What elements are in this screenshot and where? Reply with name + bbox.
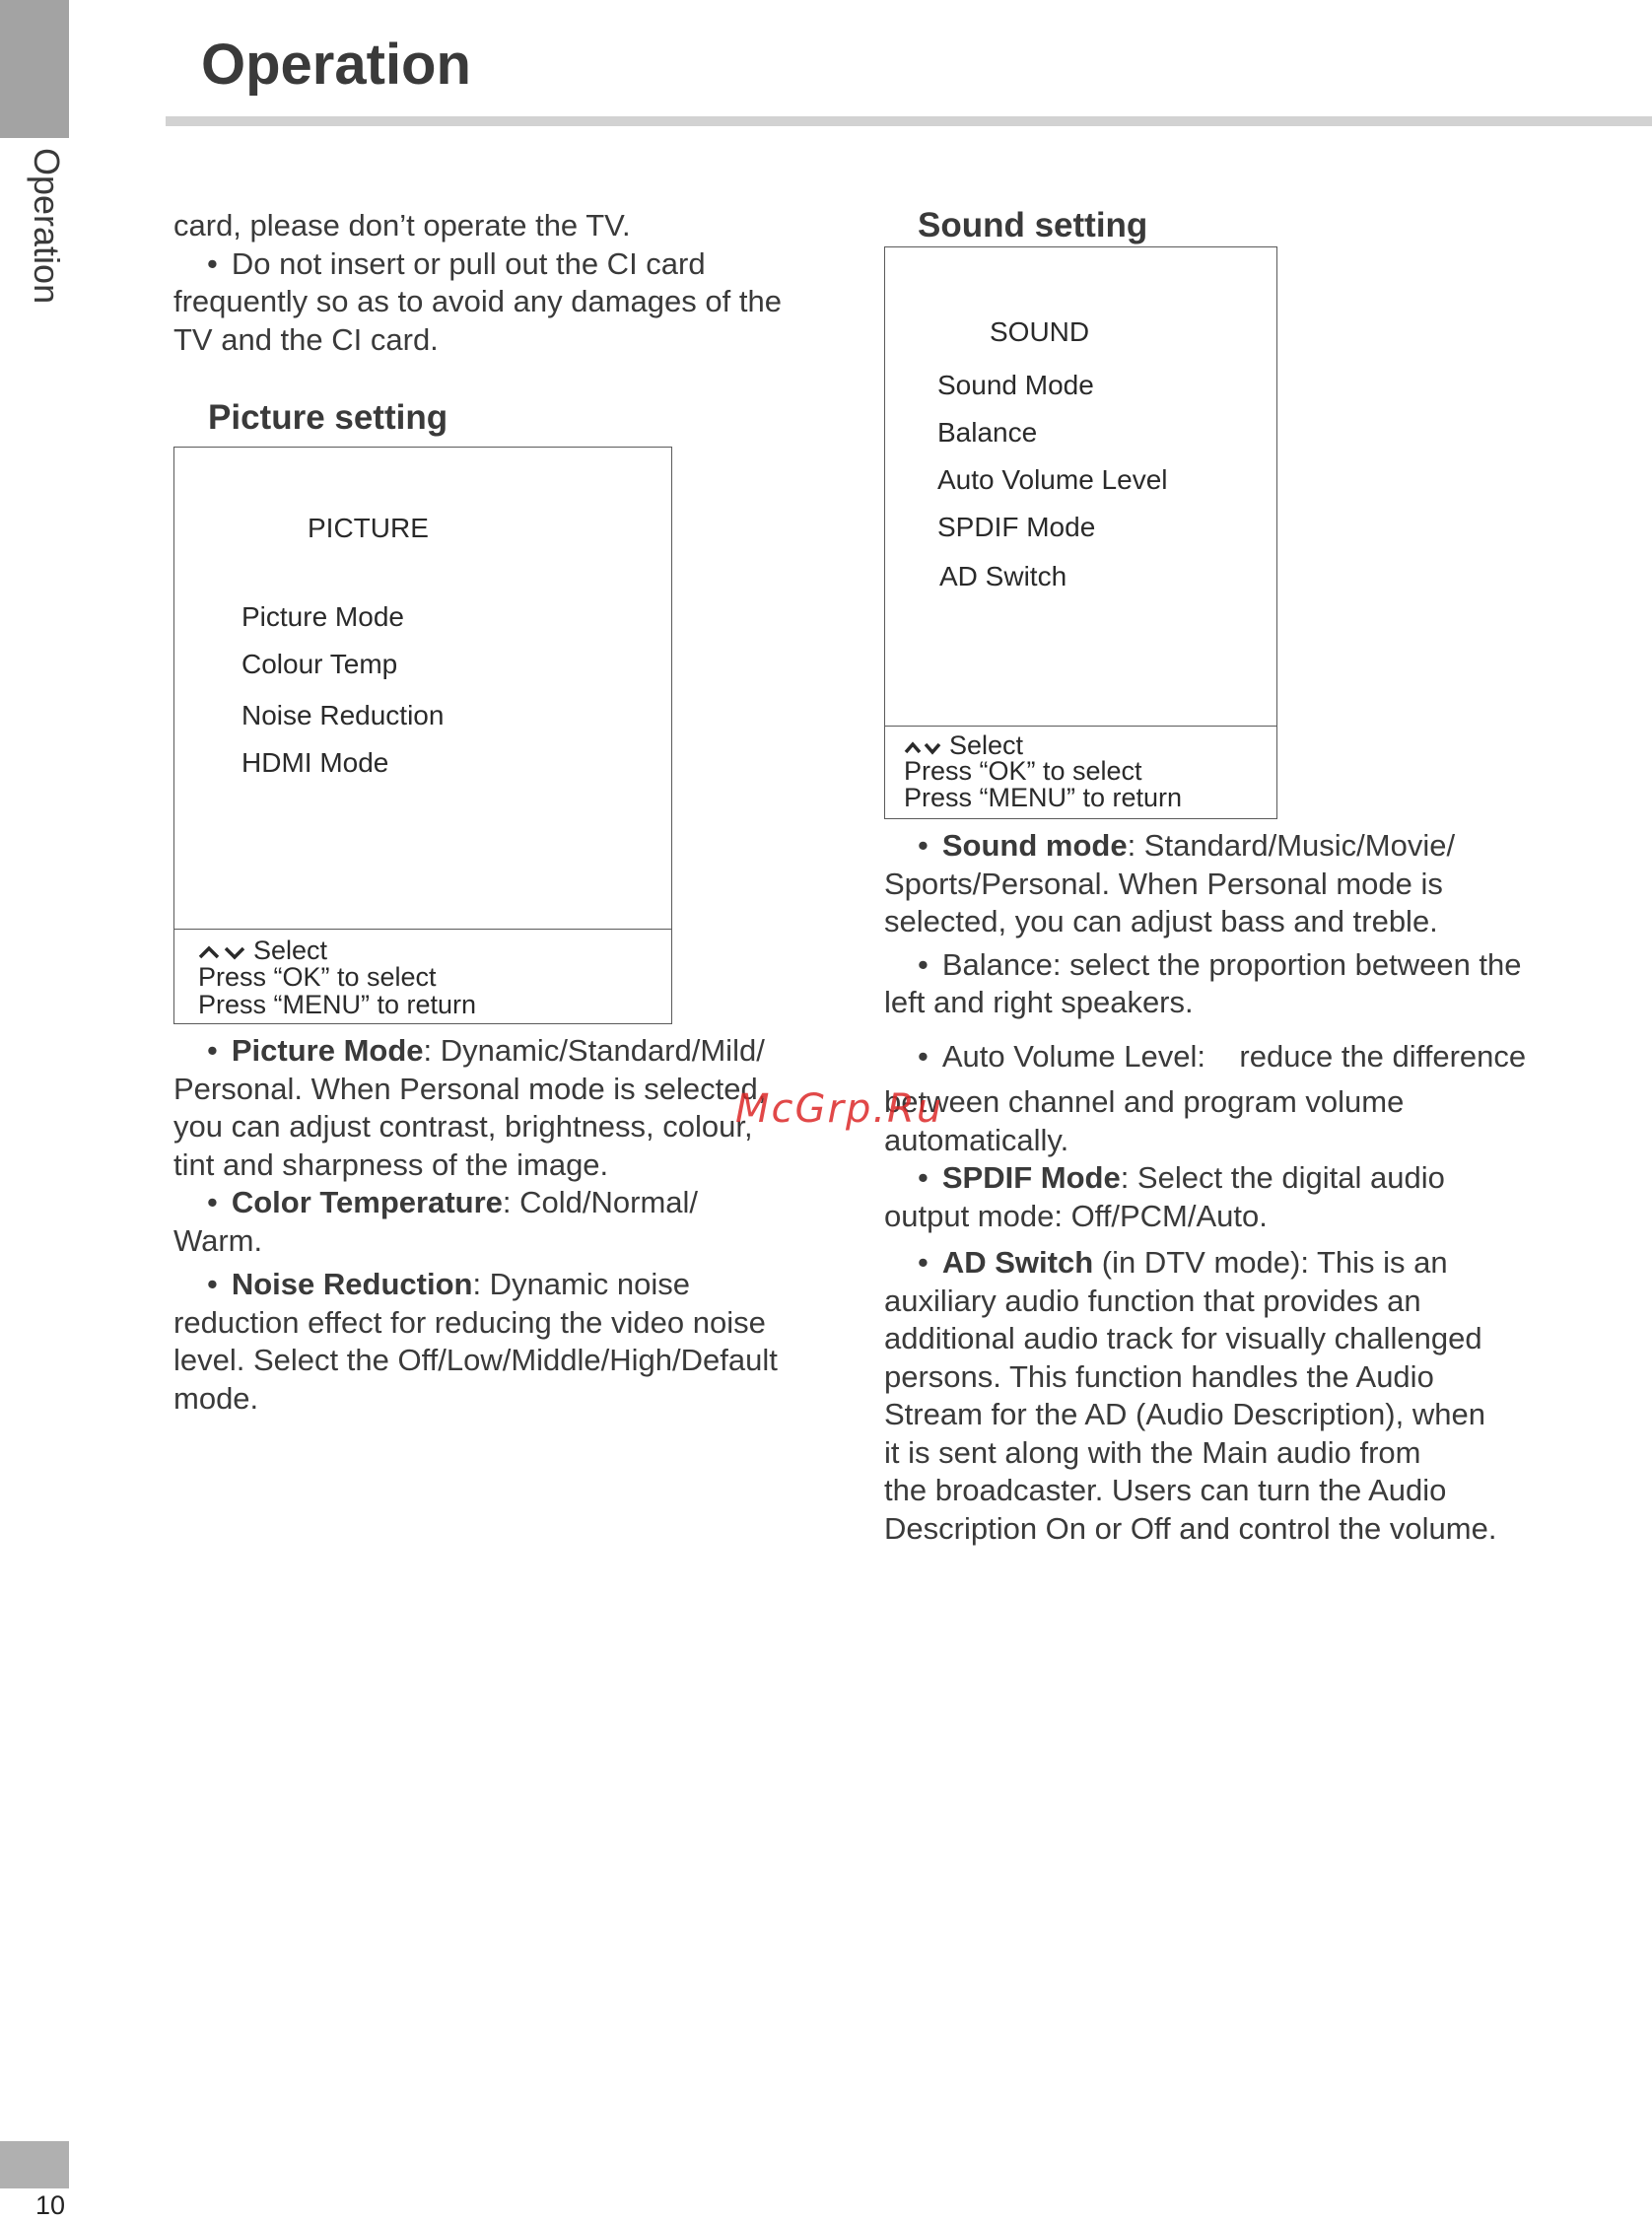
intro-bullet (173, 245, 824, 284)
picture-setting-title: Picture setting (208, 398, 448, 437)
desc-spdif (884, 1159, 1594, 1198)
desc-sound-mode (884, 827, 1594, 866)
menu-hint-select (198, 937, 327, 964)
term: AD Switch (941, 1245, 1094, 1280)
desc-line: it is sent along with the Main audio from (884, 1434, 1421, 1470)
desc-line: : Cold/Normal/ (502, 1185, 699, 1219)
menu-item-colour-temp[interactable]: Colour Temp (241, 649, 398, 679)
desc-line: reduction effect for reducing the video noise (173, 1304, 766, 1340)
desc-line: tint and sharpness of the image. (173, 1146, 609, 1182)
desc-line: Balance: select the proportion between the (941, 946, 1522, 982)
menu-hint-select (904, 732, 1023, 759)
desc-line: : Dynamic/Standard/Mild/ (423, 1033, 765, 1068)
menu-divider (885, 726, 1276, 727)
desc-picture-mode (173, 1032, 824, 1071)
intro-line: card, please don’t operate the TV. (173, 208, 631, 243)
desc-line: : Select the digital audio (1120, 1160, 1445, 1195)
desc-balance (884, 946, 1594, 985)
desc-line: automatically. (884, 1122, 1069, 1157)
desc-line: (in DTV mode): This is an (1093, 1245, 1448, 1280)
menu-item-spdif-mode[interactable]: SPDIF Mode (937, 512, 1096, 542)
picture-menu-title: PICTURE (308, 513, 429, 543)
watermark: McGrp.Ru (735, 1086, 944, 1132)
side-section-label: Operation (27, 148, 67, 305)
desc-line: Stream for the AD (Audio Description), when (884, 1397, 1485, 1431)
term: Sound mode (941, 828, 1128, 863)
menu-item-auto-volume-level[interactable]: Auto Volume Level (937, 464, 1168, 495)
desc-line: between channel and program volume (884, 1084, 1405, 1119)
menu-item-hdmi-mode[interactable]: HDMI Mode (241, 747, 389, 778)
desc-line: the broadcaster. Users can turn the Audio (884, 1473, 1447, 1507)
menu-hint-ok: Press “OK” to select (904, 756, 1142, 786)
picture-descriptions (173, 1032, 824, 1418)
menu-hint-ok: Press “OK” to select (198, 962, 437, 992)
header-rule (166, 116, 1652, 126)
term: Color Temperature (231, 1185, 503, 1219)
hint-select-label: Select (949, 730, 1024, 760)
side-tab (0, 0, 69, 138)
desc-line: you can adjust contrast, brightness, colour, (173, 1109, 753, 1144)
page-number: 10 (35, 2190, 66, 2220)
intro-line: Do not insert or pull out the CI card (231, 245, 706, 281)
up-down-arrows-icon (198, 943, 247, 961)
page-title: Operation (201, 33, 471, 97)
desc-auto-volume (884, 1038, 1594, 1076)
desc-line: additional audio track for visually challenged (884, 1321, 1482, 1355)
term: Picture Mode (231, 1033, 424, 1068)
picture-menu-box (173, 447, 672, 1024)
desc-line: level. Select the Off/Low/Middle/High/Default (173, 1343, 778, 1377)
menu-item-ad-switch[interactable]: AD Switch (939, 561, 1067, 591)
menu-item-picture-mode[interactable]: Picture Mode (241, 601, 404, 632)
desc-line: selected, you can adjust bass and treble. (884, 904, 1438, 938)
page-tab-bottom (0, 2141, 69, 2188)
desc-ad-switch (884, 1244, 1594, 1283)
desc-line: Description On or Off and control the volume. (884, 1510, 1497, 1546)
desc-line: Sports/Personal. When Personal mode is (884, 866, 1443, 901)
desc-line: output mode: Off/PCM/Auto. (884, 1198, 1268, 1233)
desc-color-temp (173, 1184, 824, 1222)
desc-line: Warm. (173, 1222, 263, 1258)
menu-hint-menu: Press “MENU” to return (904, 783, 1183, 812)
desc-line: Auto Volume Level: reduce the difference (941, 1038, 1527, 1074)
menu-hint-menu: Press “MENU” to return (198, 990, 477, 1019)
desc-line: left and right speakers. (884, 985, 1194, 1019)
desc-line: persons. This function handles the Audio (884, 1358, 1434, 1394)
sound-setting-title: Sound setting (918, 206, 1148, 244)
term: Noise Reduction (231, 1267, 473, 1301)
menu-item-sound-mode[interactable]: Sound Mode (937, 370, 1094, 400)
menu-divider (174, 929, 671, 930)
term: SPDIF Mode (941, 1160, 1121, 1195)
desc-line: mode. (173, 1380, 259, 1416)
intro-line: frequently so as to avoid any damages of the (173, 284, 782, 318)
hint-select-label: Select (253, 936, 328, 965)
up-down-arrows-icon (904, 739, 943, 755)
sound-menu-box (884, 246, 1277, 819)
desc-line: auxiliary audio function that provides an (884, 1283, 1421, 1318)
sound-descriptions (884, 827, 1594, 1548)
desc-noise-reduction (173, 1266, 824, 1304)
sound-menu-title: SOUND (990, 316, 1090, 347)
desc-line: : Dynamic noise (472, 1267, 690, 1301)
intro-line: TV and the CI card. (173, 321, 439, 357)
intro-text (173, 207, 824, 359)
menu-item-balance[interactable]: Balance (937, 417, 1038, 448)
menu-item-noise-reduction[interactable]: Noise Reduction (241, 700, 445, 730)
desc-line: : Standard/Music/Movie/ (1127, 828, 1456, 863)
desc-line: Personal. When Personal mode is selected, (173, 1071, 767, 1106)
